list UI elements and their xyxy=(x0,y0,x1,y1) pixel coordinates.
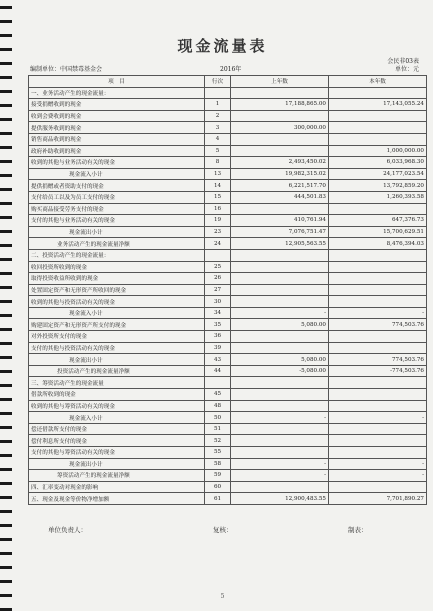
row-index xyxy=(205,377,231,389)
table-row xyxy=(29,447,427,459)
row-index: 2 xyxy=(205,110,231,122)
row-prev-value xyxy=(231,249,329,261)
row-label: 取得投资收益所收到的现金 xyxy=(29,273,205,285)
row-curr-value: - xyxy=(329,307,427,319)
row-curr-value: 774,503.76 xyxy=(329,319,427,331)
row-index: 35 xyxy=(205,319,231,331)
table-row xyxy=(29,226,427,238)
row-curr-value xyxy=(329,122,427,134)
row-prev-value xyxy=(231,342,329,354)
row-index: 61 xyxy=(205,493,231,505)
row-index: 4 xyxy=(205,133,231,145)
row-curr-value xyxy=(329,110,427,122)
row-prev-value: 12,905,563.55 xyxy=(231,238,329,250)
row-index: 25 xyxy=(205,261,231,273)
row-label: 三、筹资活动产生的现金流量 xyxy=(29,377,205,389)
row-label: 处置固定资产和无形资产所收回的现金 xyxy=(29,284,205,296)
table-row xyxy=(29,412,427,424)
row-prev-value: 17,188,865.00 xyxy=(231,99,329,111)
row-prev-value: 444,501.83 xyxy=(231,191,329,203)
table-row xyxy=(29,354,427,366)
row-label: 偿还借款所支付的现金 xyxy=(29,423,205,435)
table-row xyxy=(29,122,427,134)
row-curr-value xyxy=(329,342,427,354)
row-label: 现金流入小计 xyxy=(29,412,205,424)
table-row xyxy=(29,307,427,319)
row-prev-value: - xyxy=(231,412,329,424)
row-prev-value xyxy=(231,423,329,435)
row-label: 现金流入小计 xyxy=(29,307,205,319)
header-index: 行次 xyxy=(205,76,231,88)
row-index: 45 xyxy=(205,389,231,401)
row-curr-value xyxy=(329,331,427,343)
row-prev-value: 6,221,517.70 xyxy=(231,180,329,192)
row-curr-value: 647,376.73 xyxy=(329,215,427,227)
cash-flow-table xyxy=(28,75,427,505)
row-curr-value xyxy=(329,447,427,459)
table-row xyxy=(29,87,427,99)
row-label: 二、投资活动产生的现金流量： xyxy=(29,249,205,261)
row-index: 19 xyxy=(205,215,231,227)
row-curr-value xyxy=(329,400,427,412)
row-label: 筹资活动产生的现金流量净额 xyxy=(29,470,205,482)
row-index: 27 xyxy=(205,284,231,296)
row-prev-value: - xyxy=(231,307,329,319)
row-label: 偿付利息所支付的现金 xyxy=(29,435,205,447)
row-curr-value xyxy=(329,87,427,99)
row-prev-value: 19,982,315.02 xyxy=(231,168,329,180)
document-page xyxy=(12,0,433,611)
review-signature: 复核： xyxy=(213,526,233,534)
table-row xyxy=(29,389,427,401)
row-prev-value: - xyxy=(231,458,329,470)
row-prev-value xyxy=(231,296,329,308)
row-curr-value: 7,701,890.27 xyxy=(329,493,427,505)
row-index xyxy=(205,87,231,99)
row-index: 36 xyxy=(205,331,231,343)
report-year: 2016年 xyxy=(220,66,242,73)
row-prev-value xyxy=(231,203,329,215)
row-prev-value: 5,080.00 xyxy=(231,354,329,366)
header-prev-year: 上年数 xyxy=(231,76,329,88)
row-curr-value xyxy=(329,389,427,401)
row-label: 接受捐赠收到的现金 xyxy=(29,99,205,111)
prepare-signature: 制表： xyxy=(348,526,368,534)
header-item: 项 目 xyxy=(29,76,205,88)
table-row xyxy=(29,180,427,192)
row-prev-value: 300,000.00 xyxy=(231,122,329,134)
row-label: 对外投资所支付的现金 xyxy=(29,331,205,343)
row-prev-value: - xyxy=(231,470,329,482)
meta-line xyxy=(30,64,419,74)
row-prev-value: -5,080.00 xyxy=(231,365,329,377)
row-prev-value xyxy=(231,273,329,285)
row-index: 44 xyxy=(205,365,231,377)
row-curr-value: 15,700,629.51 xyxy=(329,226,427,238)
row-index: 3 xyxy=(205,122,231,134)
row-label: 五、现金及现金等价物净增加额 xyxy=(29,493,205,505)
row-prev-value: 410,761.94 xyxy=(231,215,329,227)
table-row xyxy=(29,470,427,482)
row-prev-value: 7,076,751.47 xyxy=(231,226,329,238)
row-curr-value: 17,143,055.24 xyxy=(329,99,427,111)
row-index: 55 xyxy=(205,447,231,459)
row-index: 8 xyxy=(205,157,231,169)
row-prev-value xyxy=(231,435,329,447)
row-index: 14 xyxy=(205,180,231,192)
table-row xyxy=(29,191,427,203)
row-index: 59 xyxy=(205,470,231,482)
row-curr-value: 8,476,394.03 xyxy=(329,238,427,250)
row-prev-value xyxy=(231,481,329,493)
row-index: 15 xyxy=(205,191,231,203)
page-title: 现金流量表 xyxy=(177,37,268,55)
row-index: 5 xyxy=(205,145,231,157)
row-curr-value xyxy=(329,273,427,285)
table-row xyxy=(29,215,427,227)
row-label: 收到的其他与投资活动有关的现金 xyxy=(29,296,205,308)
table-row xyxy=(29,145,427,157)
row-label: 支付给员工以及为员工支付的现金 xyxy=(29,191,205,203)
row-prev-value xyxy=(231,145,329,157)
table-row xyxy=(29,342,427,354)
row-curr-value xyxy=(329,423,427,435)
row-prev-value: 12,900,483.55 xyxy=(231,493,329,505)
row-prev-value xyxy=(231,377,329,389)
row-prev-value xyxy=(231,284,329,296)
row-prev-value xyxy=(231,400,329,412)
table-row xyxy=(29,168,427,180)
row-index: 16 xyxy=(205,203,231,215)
currency-unit: 单位：元 xyxy=(394,66,419,73)
row-curr-value: 1,260,393.58 xyxy=(329,191,427,203)
table-row xyxy=(29,133,427,145)
row-index: 1 xyxy=(205,99,231,111)
row-label: 现金流入小计 xyxy=(29,168,205,180)
row-prev-value xyxy=(231,447,329,459)
row-curr-value xyxy=(329,377,427,389)
row-label: 购建固定资产和无形资产所支付的现金 xyxy=(29,319,205,331)
row-label: 政府补助收到的现金 xyxy=(29,145,205,157)
table-row xyxy=(29,296,427,308)
row-index: 58 xyxy=(205,458,231,470)
row-label: 提供服务收到的现金 xyxy=(29,122,205,134)
row-curr-value: 1,000,000.00 xyxy=(329,145,427,157)
row-curr-value: - xyxy=(329,412,427,424)
table-row xyxy=(29,400,427,412)
row-prev-value xyxy=(231,389,329,401)
table-row xyxy=(29,203,427,215)
row-label: 一、业务活动产生的现金流量： xyxy=(29,87,205,99)
row-curr-value: 6,033,968.30 xyxy=(329,157,427,169)
row-index: 43 xyxy=(205,354,231,366)
row-prev-value xyxy=(231,331,329,343)
row-label: 现金流出小计 xyxy=(29,354,205,366)
row-label: 投资活动产生的现金流量净额 xyxy=(29,365,205,377)
row-label: 四、汇率变动对现金的影响 xyxy=(29,481,205,493)
row-label: 提供捐赠或者资助支付的现金 xyxy=(29,180,205,192)
row-curr-value: 24,177,023.54 xyxy=(329,168,427,180)
row-curr-value xyxy=(329,203,427,215)
row-prev-value xyxy=(231,110,329,122)
form-number: 会民非03表 xyxy=(387,58,419,65)
table-header-row xyxy=(29,76,427,88)
row-curr-value xyxy=(329,133,427,145)
row-label: 业务活动产生的现金流量净额 xyxy=(29,238,205,250)
row-curr-value: - xyxy=(329,470,427,482)
row-index: 51 xyxy=(205,423,231,435)
row-label: 支付的其他与筹资活动有关的现金 xyxy=(29,447,205,459)
table-row xyxy=(29,157,427,169)
row-index: 52 xyxy=(205,435,231,447)
row-curr-value xyxy=(329,284,427,296)
row-index: 50 xyxy=(205,412,231,424)
row-index xyxy=(205,249,231,261)
row-label: 销售商品收到的现金 xyxy=(29,133,205,145)
table-row xyxy=(29,238,427,250)
table-row xyxy=(29,331,427,343)
row-prev-value xyxy=(231,261,329,273)
row-index: 26 xyxy=(205,273,231,285)
page-number: 5 xyxy=(220,593,225,600)
row-label: 收到的其他与业务活动有关的现金 xyxy=(29,157,205,169)
row-index: 34 xyxy=(205,307,231,319)
row-curr-value: 774,503.76 xyxy=(329,354,427,366)
row-prev-value: 2,493,450.02 xyxy=(231,157,329,169)
row-label: 支付的其他与投资活动有关的现金 xyxy=(29,342,205,354)
row-label: 收到的其他与筹资活动有关的现金 xyxy=(29,400,205,412)
row-label: 购买商品接受劳务支付的现金 xyxy=(29,203,205,215)
table-row xyxy=(29,110,427,122)
table-row xyxy=(29,249,427,261)
row-index: 24 xyxy=(205,238,231,250)
table-row xyxy=(29,99,427,111)
row-curr-value xyxy=(329,261,427,273)
row-label: 现金流出小计 xyxy=(29,458,205,470)
table-row xyxy=(29,273,427,285)
row-index: 60 xyxy=(205,481,231,493)
row-curr-value xyxy=(329,296,427,308)
table-row xyxy=(29,365,427,377)
row-index: 39 xyxy=(205,342,231,354)
row-index: 13 xyxy=(205,168,231,180)
row-index: 48 xyxy=(205,400,231,412)
row-curr-value xyxy=(329,435,427,447)
table-row xyxy=(29,319,427,331)
table-row xyxy=(29,261,427,273)
row-label: 支付的其他与业务活动有关的现金 xyxy=(29,215,205,227)
table-row xyxy=(29,481,427,493)
row-curr-value xyxy=(329,481,427,493)
row-label: 收回投资所收到的现金 xyxy=(29,261,205,273)
row-label: 收到会费收到的现金 xyxy=(29,110,205,122)
table-row xyxy=(29,423,427,435)
row-prev-value: 5,080.00 xyxy=(231,319,329,331)
table-row xyxy=(29,493,427,505)
row-label: 借款所收到的现金 xyxy=(29,389,205,401)
head-signature: 单位负责人： xyxy=(48,526,87,534)
row-curr-value: -774,503.76 xyxy=(329,365,427,377)
row-prev-value xyxy=(231,87,329,99)
row-curr-value xyxy=(329,249,427,261)
binding-holes xyxy=(0,0,12,611)
row-curr-value: - xyxy=(329,458,427,470)
table-row xyxy=(29,377,427,389)
table-row xyxy=(29,458,427,470)
table-row xyxy=(29,284,427,296)
row-prev-value xyxy=(231,133,329,145)
row-index: 23 xyxy=(205,226,231,238)
row-label: 现金流出小计 xyxy=(29,226,205,238)
row-index: 30 xyxy=(205,296,231,308)
signature-line xyxy=(28,525,419,535)
header-curr-year: 本年数 xyxy=(329,76,427,88)
row-curr-value: 13,792,859.20 xyxy=(329,180,427,192)
table-row xyxy=(29,435,427,447)
organization: 编制单位：中国禁毒基金会 xyxy=(30,66,103,73)
